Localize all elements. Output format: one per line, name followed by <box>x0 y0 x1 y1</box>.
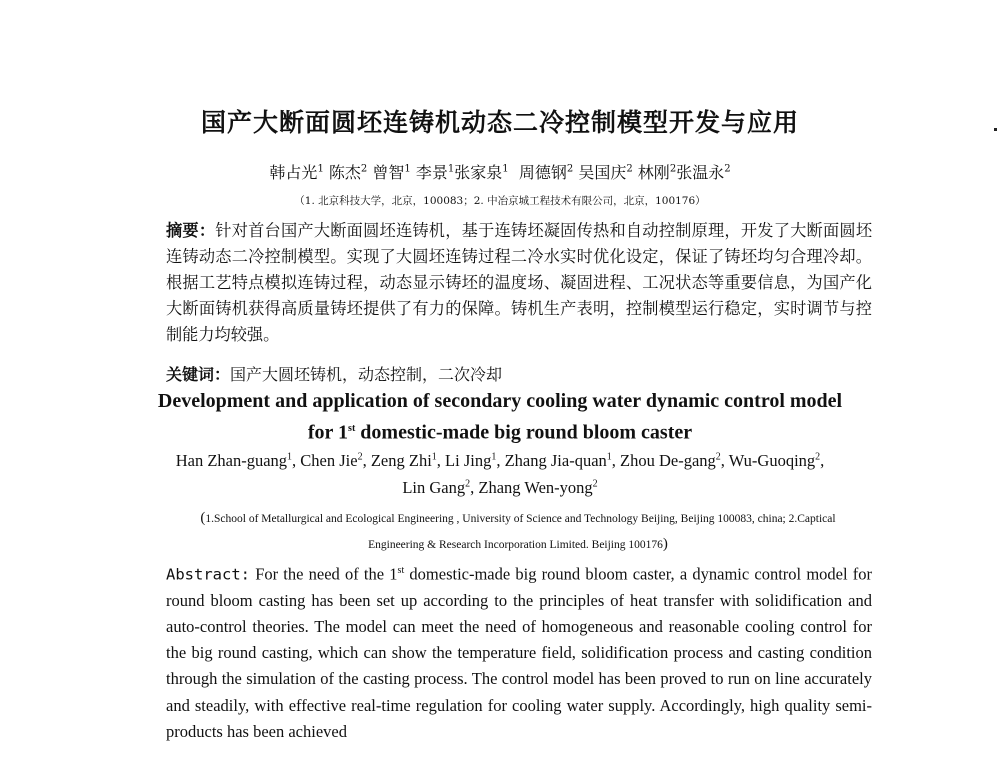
author: 周德钢$^2$ <box>518 163 574 182</box>
english-author-list <box>0 445 1000 500</box>
english-affiliation: (1.School of Metallurgical and Ecological Engineering , University of Science and Technology Beijing, Beijing 100083, china; 2.Captical Engineering & Research Incorporation Limited. Beijing 100176) <box>200 510 836 552</box>
chinese-keywords-label: 关键词： <box>166 365 231 384</box>
english-abstract-label: Abstract: <box>166 565 250 584</box>
english-title <box>0 388 1000 447</box>
author: 曾智$^1$ <box>372 163 411 182</box>
chinese-author-list <box>0 160 1000 183</box>
chinese-affiliation: （1. 北京科技大学，北京，100083；2. 中冶京城工程技术有限公司，北京，100176） <box>294 195 706 207</box>
chinese-abstract-text: 针对首台国产大断面圆坯连铸机，基于连铸坯凝固传热和自动控制原理，开发了大断面圆坯连铸动态二冷控制模型。实现了大圆坯连铸过程二冷水实时优化设定，保证了铸坯均匀合理冷却。根据工艺特点模拟连铸过程，动态显示铸坯的温度场、凝固进程、工况状态等重要信息，为国产化大断面铸机获得高质量铸坯提供了有力的保障。铸机生产表明，控制模型运行稳定，实时调节与控制能力均较强。 <box>166 221 873 344</box>
author: Zhang Jia-quan$^1$, <box>504 450 616 470</box>
author: 李景$^1$ <box>415 163 455 182</box>
author: 张温永$^2$ <box>676 163 731 182</box>
author: Han Zhan-guang$^1$, <box>175 450 297 470</box>
author: 林刚$^2$ <box>637 163 677 182</box>
author: 韩占光$^1$ <box>269 163 324 182</box>
author: Zhang Wen-yong$^2$ <box>478 478 598 497</box>
chinese-abstract <box>166 218 872 348</box>
english-abstract-text: domestic-made big round bloom caster, a dynamic control model for round bloom casting has been set up according to the principles of heat transfer with solidification and auto-control theories. The model can meet the need of homogeneous and reasonable cooling control for the big round casting, which can show the temperature field, solidification process and casting condition through the simulation of the casting process. The control model has been proved to run on line accurately and steadily, with effective real-time regulation for cooling water supply. Accordingly, high quality semi-products has been achieved <box>166 564 872 741</box>
author: 张家泉$^1$ <box>454 163 509 182</box>
english-abstract: Abstract: For the need of the 1st domestic-made big round bloom caster, a dynamic control model for round bloom casting has been set up according to the principles of heat transfer with solidification and auto-control theories. The model can meet the need of homogeneous and reasonable cooling control for the big round casting, which can show the temperature field, solidification process and casting condition through the simulation of the casting process. The control model has been proved to run on line accurately and steadily, with effective real-time regulation for cooling water supply. Accordingly, high quality semi-products has been achieved <box>166 564 872 741</box>
author: Wu-Guoqing$^2$, <box>728 450 825 470</box>
author: Zeng Zhi$^1$, <box>370 450 441 470</box>
author: Zhou De-gang$^2$, <box>620 450 725 470</box>
chinese-keywords <box>166 362 872 385</box>
author: Li Jing$^1$, <box>445 450 501 470</box>
author: Chen Jie$^2$, <box>300 450 367 470</box>
author: 吴国庆$^2$ <box>578 163 633 182</box>
english-title-line-2: for 1st domestic-made big round bloom caster <box>307 421 693 444</box>
author: 陈杰$^2$ <box>328 163 368 182</box>
english-title-line-1: Development and application of secondary cooling water dynamic control model <box>157 390 843 412</box>
scan-speck <box>994 128 997 131</box>
chinese-abstract-label: 摘要： <box>166 221 216 240</box>
chinese-title: 国产大断面圆坯连铸机动态二冷控制模型开发与应用 <box>200 108 799 137</box>
author: Lin Gang$^2$, <box>402 478 475 497</box>
chinese-keywords-text: 国产大圆坯铸机，动态控制，二次冷却 <box>230 365 503 384</box>
